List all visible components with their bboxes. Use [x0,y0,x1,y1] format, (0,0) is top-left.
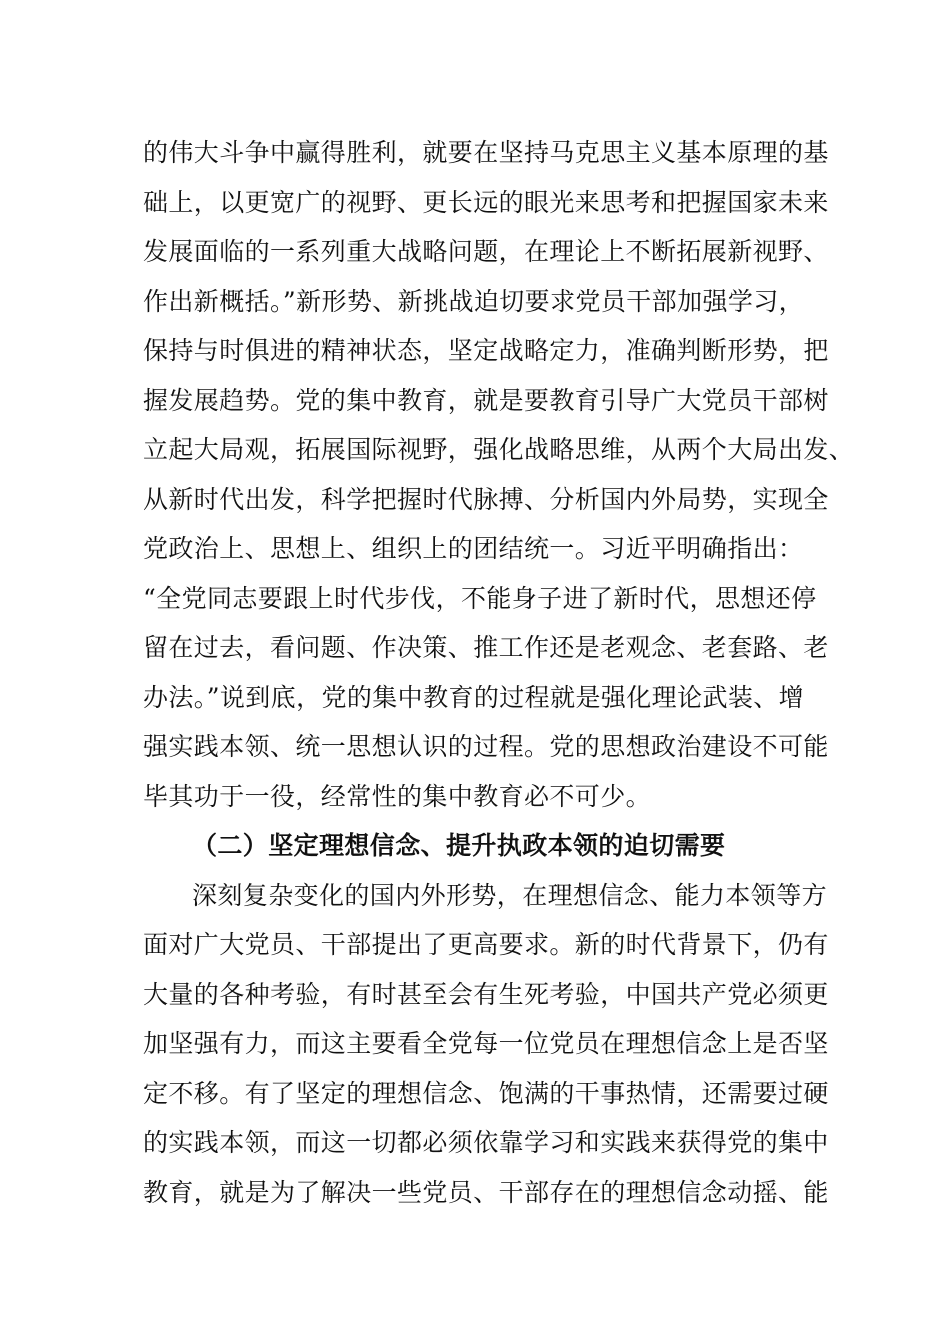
paragraph-line: 发展面临的一系列重大战略问题，在理论上不断拓展新视野、 [143,237,829,266]
paragraph-line: 握发展趋势。党的集中教育，就是要教育引导广大党员干部树 [143,386,829,415]
paragraph-line: 保持与时俱进的精神状态，坚定战略定力，准确判断形势，把 [143,336,829,365]
paragraph-line: 加坚强有力，而这主要看全党每一位党员在理想信念上是否坚 [143,1029,829,1058]
paragraph-line: 作出新概括。”新形势、新挑战迫切要求党员干部加强学习， [143,287,805,316]
paragraph-line: 办法。”说到底，党的集中教育的过程就是强化理论武装、增 [143,683,805,712]
paragraph-line: 定不移。有了坚定的理想信念、饱满的干事热情，还需要过硬 [143,1079,829,1108]
paragraph-line: 立起大局观，拓展国际视野，强化战略思维，从两个大局出发、 [143,435,855,464]
paragraph-line: 深刻复杂变化的国内外形势，在理想信念、能力本领等方 [192,881,828,910]
paragraph-line: 从新时代出发，科学把握时代脉搏、分析国内外局势，实现全 [143,485,829,514]
paragraph-line: 教育，就是为了解决一些党员、干部存在的理想信念动摇、能 [143,1178,829,1207]
paragraph-line: 础上，以更宽广的视野、更长远的眼光来思考和把握国家未来 [143,188,829,217]
paragraph-line: “全党同志要跟上时代步伐，不能身子进了新时代，思想还停 [143,584,817,613]
paragraph-line: 大量的各种考验，有时甚至会有生死考验，中国共产党必须更 [143,980,829,1009]
paragraph-line: 的伟大斗争中赢得胜利，就要在坚持马克思主义基本原理的基 [143,138,829,167]
paragraph-line: 面对广大党员、干部提出了更高要求。新的时代背景下，仍有 [143,930,829,959]
section-heading: （二）坚定理想信念、提升执政本领的迫切需要 [192,831,726,860]
paragraph-line: 强实践本领、统一思想认识的过程。党的思想政治建设不可能 [143,732,829,761]
paragraph-line: 毕其功于一役，经常性的集中教育必不可少。 [143,782,652,811]
paragraph-line: 党政治上、思想上、组织上的团结统一。习近平明确指出： [143,534,804,563]
paragraph-line: 留在过去，看问题、作决策、推工作还是老观念、老套路、老 [143,633,829,662]
paragraph-line: 的实践本领，而这一切都必须依靠学习和实践来获得党的集中 [143,1128,829,1157]
